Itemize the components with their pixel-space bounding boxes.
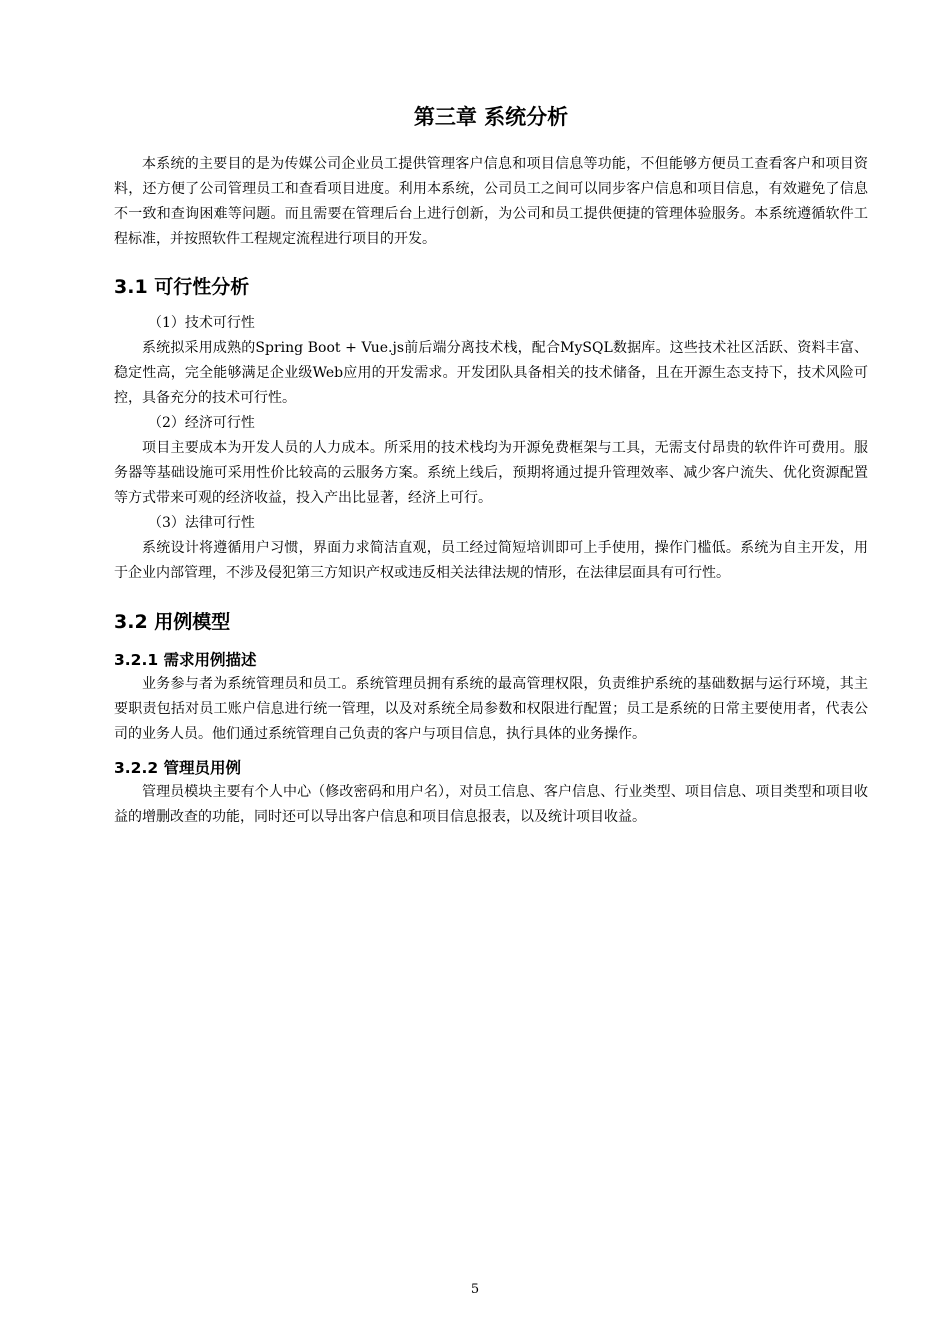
- section-title-feasibility: 3.1 可行性分析: [114, 276, 250, 298]
- requirements-paragraph: 业务参与者为系统管理员和员工。系统管理员拥有系统的最高管理权限，负责维护系统的基础数据与运行环境，其主要职责包括对员工账户信息进行统一管理，以及对系统全局参数和权限进行配置；员工是系统的日常主要使用者，代表公司的业务人员。他们通过系统管理自己负责的客户与项目信息，执行具体的业务操作。: [114, 676, 868, 742]
- subsection-title-admin-use-case: 3.2.2 管理员用例: [114, 759, 242, 777]
- page-number: 5: [470, 1282, 480, 1297]
- legal-feasibility-label: （3）法律可行性: [148, 515, 255, 531]
- section-title-use-case-model: 3.2 用例模型: [114, 611, 231, 633]
- chapter-title: 第三章 系统分析: [413, 105, 569, 129]
- admin-use-case-paragraph: 管理员模块主要有个人中心（修改密码和用户名），对员工信息、客户信息、行业类型、项目信息、项目类型和项目收益的增删改查的功能，同时还可以导出客户信息和项目信息报表，以及统计项目收益。: [114, 784, 868, 825]
- tech-feasibility-paragraph: 系统拟采用成熟的Spring Boot + Vue.js前后端分离技术栈，配合MySQL数据库。这些技术社区活跃、资料丰富、稳定性高，完全能够满足企业级Web应用的开发需求。开发团队具备相关的技术储备，且在开源生态支持下，技术风险可控，具备充分的技术可行性。: [114, 340, 868, 406]
- chapter-intro-paragraph: 本系统的主要目的是为传媒公司企业员工提供管理客户信息和项目信息等功能，不但能够方便员工查看客户和项目资料，还方便了公司管理员工和查看项目进度。利用本系统，公司员工之间可以同步客户信息和项目信息，有效避免了信息不一致和查询困难等问题。而且需要在管理后台上进行创新，为公司和员工提供便捷的管理体验服务。本系统遵循软件工程标准，并按照软件工程规定流程进行项目的开发。: [114, 156, 868, 247]
- econ-feasibility-label: （2）经济可行性: [148, 415, 255, 431]
- tech-feasibility-label: （1）技术可行性: [148, 315, 255, 331]
- page-content: [114, 102, 868, 830]
- legal-feasibility-paragraph: 系统设计将遵循用户习惯，界面力求简洁直观，员工经过简短培训即可上手使用，操作门槛低。系统为自主开发，用于企业内部管理，不涉及侵犯第三方知识产权或违反相关法律法规的情形，在法律层面具有可行性。: [114, 540, 868, 581]
- subsection-title-requirements: 3.2.1 需求用例描述: [114, 651, 257, 669]
- econ-feasibility-paragraph: 项目主要成本为开发人员的人力成本。所采用的技术栈均为开源免费框架与工具，无需支付昂贵的软件许可费用。服务器等基础设施可采用性价比较高的云服务方案。系统上线后，预期将通过提升管理效率、减少客户流失、优化资源配置等方式带来可观的经济收益，投入产出比显著，经济上可行。: [114, 440, 868, 506]
